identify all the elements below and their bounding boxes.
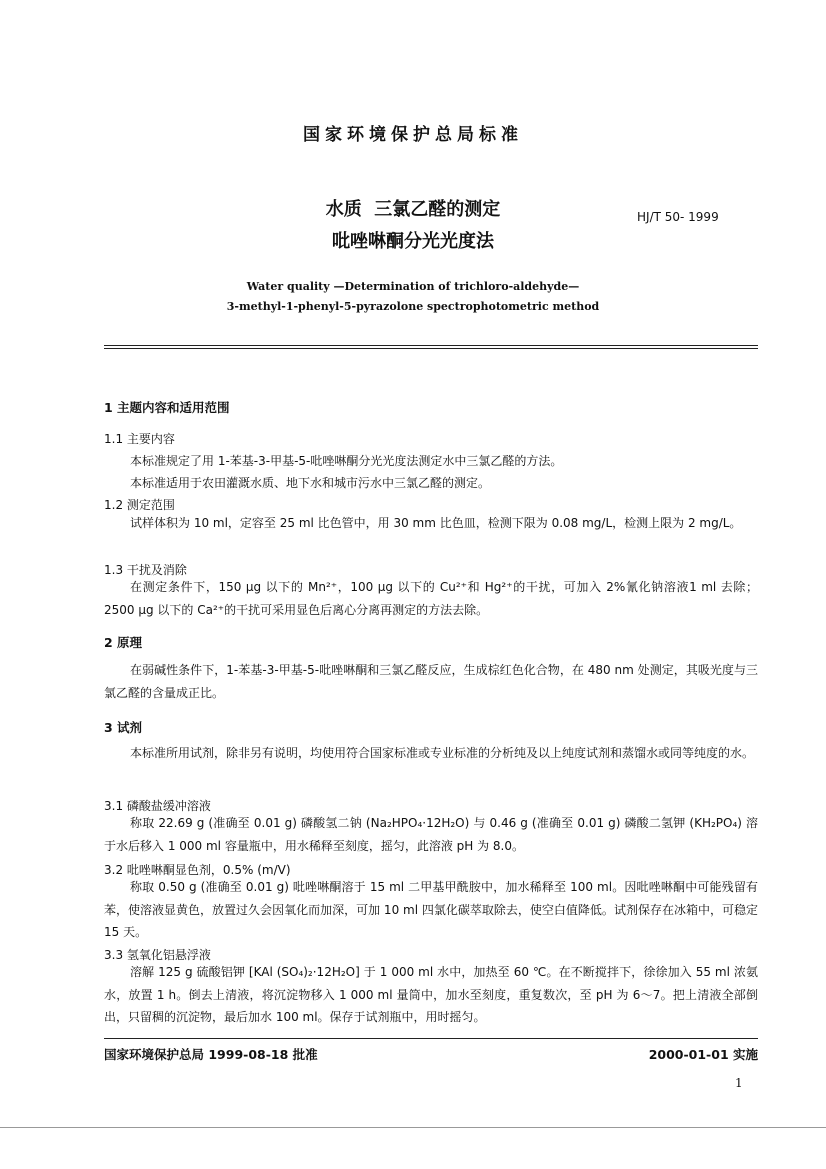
section-3-3-text: 溶解 125 g 硫酸铝钾 [KAl (SO₄)₂·12H₂O] 于 1 000 ml 水中，加热至 60 ℃。在不断搅拌下，徐徐加入 55 ml 浓氨水，放置 1 h。倒去上清液，将沉淀物移入 1 000 ml 量筒中，加水至刻度，重复数次，至 pH 为 6～7。把上清液全部倒出，只留稠的沉淀物，最后加水 100 ml。保存于试剂瓶中，用时摇匀。 [104, 965, 758, 1024]
section-1-3-heading: 1.3 干扰及消除 [104, 563, 187, 577]
issuing-agency: 国家环境保护总局标准 [303, 125, 523, 145]
section-3-text: 本标准所用试剂，除非另有说明，均使用符合国家标准或专业标准的分析纯及以上纯度试剂和蒸馏水或同等纯度的水。 [130, 746, 755, 760]
header-divider-top [104, 345, 758, 346]
section-3-1-heading: 3.1 磷酸盐缓冲溶液 [104, 799, 211, 813]
footer-divider [104, 1038, 758, 1039]
section-3-heading: 3 试剂 [104, 720, 143, 735]
section-2-text: 在弱碱性条件下，1-苯基-3-甲基-5-吡唑啉酮和三氯乙醛反应，生成棕红色化合物，在 480 nm 处测定，其吸光度与三氯乙醛的含量成正比。 [104, 663, 758, 700]
standard-number: HJ/T 50- 1999 [637, 210, 719, 224]
section-1-2-heading: 1.2 测定范围 [104, 498, 175, 512]
section-3-2-text: 称取 0.50 g (准确至 0.01 g) 吡唑啉酮溶于 15 ml 二甲基甲酰胺中，加水稀释至 100 ml。因吡唑啉酮中可能残留有苯，使溶液显黄色，放置过久会因氧化而加深，可加 10 ml 四氯化碳萃取除去，使空白值降低。试剂保存在冰箱中，可稳定 15 天。 [104, 880, 758, 939]
approval-date: 国家环境保护总局 1999-08-18 批准 [104, 1047, 318, 1062]
english-title-line1: Water quality —Determination of trichloro-aldehyde— [246, 280, 580, 293]
section-3-3-heading: 3.3 氢氧化铝悬浮液 [104, 948, 211, 962]
section-2-heading: 2 原理 [104, 635, 143, 650]
page-number: 1 [735, 1076, 743, 1090]
section-1-1-line2: 本标准适用于农田灌溉水质、地下水和城市污水中三氯乙醛的测定。 [130, 476, 491, 490]
section-1-3-text: 在测定条件下，150 μg 以下的 Mn²⁺，100 μg 以下的 Cu²⁺和 Hg²⁺的干扰，可加入 2%氰化钠溶液1 ml 去除；2500 μg 以下的 Ca²⁺的干扰可采用显色后离心分离再测定的方法去除。 [104, 580, 758, 617]
section-1-heading: 1 主题内容和适用范围 [104, 400, 230, 415]
header-divider-bottom [104, 348, 758, 349]
effective-date: 2000-01-01 实施 [648, 1047, 758, 1062]
section-1-1-heading: 1.1 主要内容 [104, 432, 175, 446]
section-1-2-text: 试样体积为 10 ml，定容至 25 ml 比色管中，用 30 mm 比色皿，检测下限为 0.08 mg/L，检测上限为 2 mg/L。 [130, 516, 742, 530]
document-title-line1: 水质 三氯乙醛的测定 [325, 199, 501, 220]
english-title-line2: 3-methyl-1-phenyl-5-pyrazolone spectrophotometric method [226, 300, 600, 313]
section-1-1-line1: 本标准规定了用 1-苯基-3-甲基-5-吡唑啉酮分光光度法测定水中三氯乙醛的方法。 [130, 454, 563, 468]
section-3-2-heading: 3.2 吡唑啉酮显色剂，0.5% (m/V) [104, 863, 291, 877]
page-edge-line [0, 1127, 826, 1128]
document-title-line2: 吡唑啉酮分光光度法 [332, 231, 494, 252]
section-3-1-text: 称取 22.69 g (准确至 0.01 g) 磷酸氢二钠 (Na₂HPO₄·12H₂O) 与 0.46 g (准确至 0.01 g) 磷酸二氢钾 (KH₂PO₄) 溶于水后移入 1 000 ml 容量瓶中，用水稀释至刻度，摇匀，此溶液 pH 为 8.0。 [104, 816, 758, 853]
